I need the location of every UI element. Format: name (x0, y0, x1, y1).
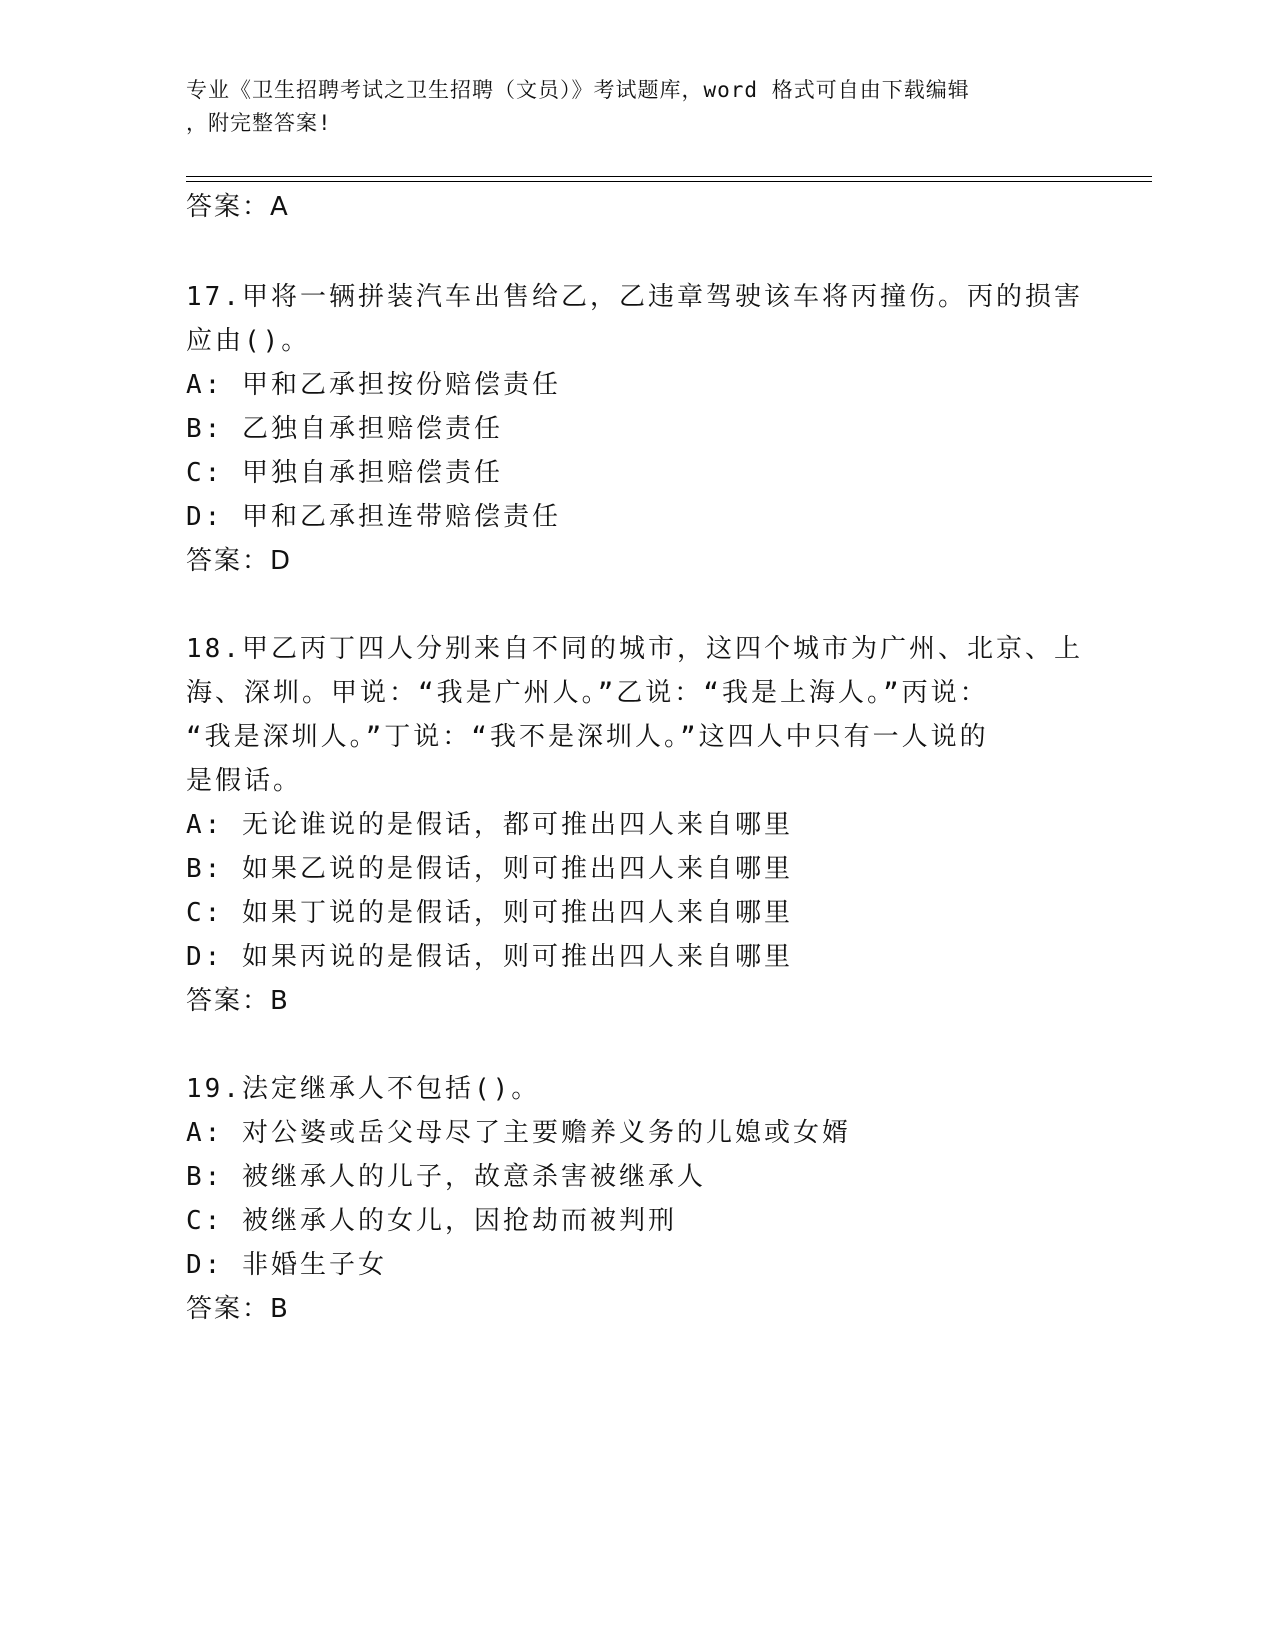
question-19-option-a: A: 对公婆或岳父母尽了主要赡养义务的儿媳或女婿 (186, 1118, 851, 1148)
question-18-stem-line-1: 18.甲乙丙丁四人分别来自不同的城市，这四个城市为广州、北京、上 (186, 634, 1083, 664)
question-18-stem-line-4: 是假话。 (186, 766, 303, 796)
question-18-answer: 答案：B (186, 986, 290, 1016)
question-17-answer: 答案：D (186, 546, 293, 576)
question-18-stem-line-2: 海、深圳。甲说：“我是广州人。”乙说：“我是上海人。”丙说： (186, 678, 989, 708)
header-line-1: 专业《卫生招聘考试之卫生招聘（文员）》考试题库，word 格式可自由下载编辑 (186, 78, 970, 102)
question-18-stem-line-3: “我是深圳人。”丁说：“我不是深圳人。”这四人中只有一人说的 (186, 722, 989, 752)
question-19-option-c: C: 被继承人的女儿，因抢劫而被判刑 (186, 1206, 677, 1236)
document-header (186, 74, 1066, 140)
question-17-stem-line-2: 应由()。 (186, 326, 311, 356)
question-18-option-c: C: 如果丁说的是假话，则可推出四人来自哪里 (186, 898, 793, 928)
question-17-option-d: D: 甲和乙承担连带赔偿责任 (186, 502, 561, 532)
question-19-stem-line-1: 19.法定继承人不包括()。 (186, 1074, 541, 1104)
header-line-2: ，附完整答案! (186, 111, 332, 135)
question-18-option-b: B: 如果乙说的是假话，则可推出四人来自哪里 (186, 854, 793, 884)
header-divider (186, 176, 1152, 177)
question-17-stem-line-1: 17.甲将一辆拼装汽车出售给乙，乙违章驾驶该车将丙撞伤。丙的损害 (186, 282, 1083, 312)
question-18-option-a: A: 无论谁说的是假话，都可推出四人来自哪里 (186, 810, 793, 840)
question-17-option-b: B: 乙独自承担赔偿责任 (186, 414, 503, 444)
question-18-option-d: D: 如果丙说的是假话，则可推出四人来自哪里 (186, 942, 793, 972)
question-19-option-b: B: 被继承人的儿子，故意杀害被继承人 (186, 1162, 706, 1192)
question-17-option-c: C: 甲独自承担赔偿责任 (186, 458, 503, 488)
question-19-answer: 答案：B (186, 1294, 290, 1324)
question-19-option-d: D: 非婚生子女 (186, 1250, 387, 1280)
previous-answer: 答案：A (186, 192, 290, 222)
question-17-option-a: A: 甲和乙承担按份赔偿责任 (186, 370, 561, 400)
header-divider-double (186, 181, 1152, 182)
